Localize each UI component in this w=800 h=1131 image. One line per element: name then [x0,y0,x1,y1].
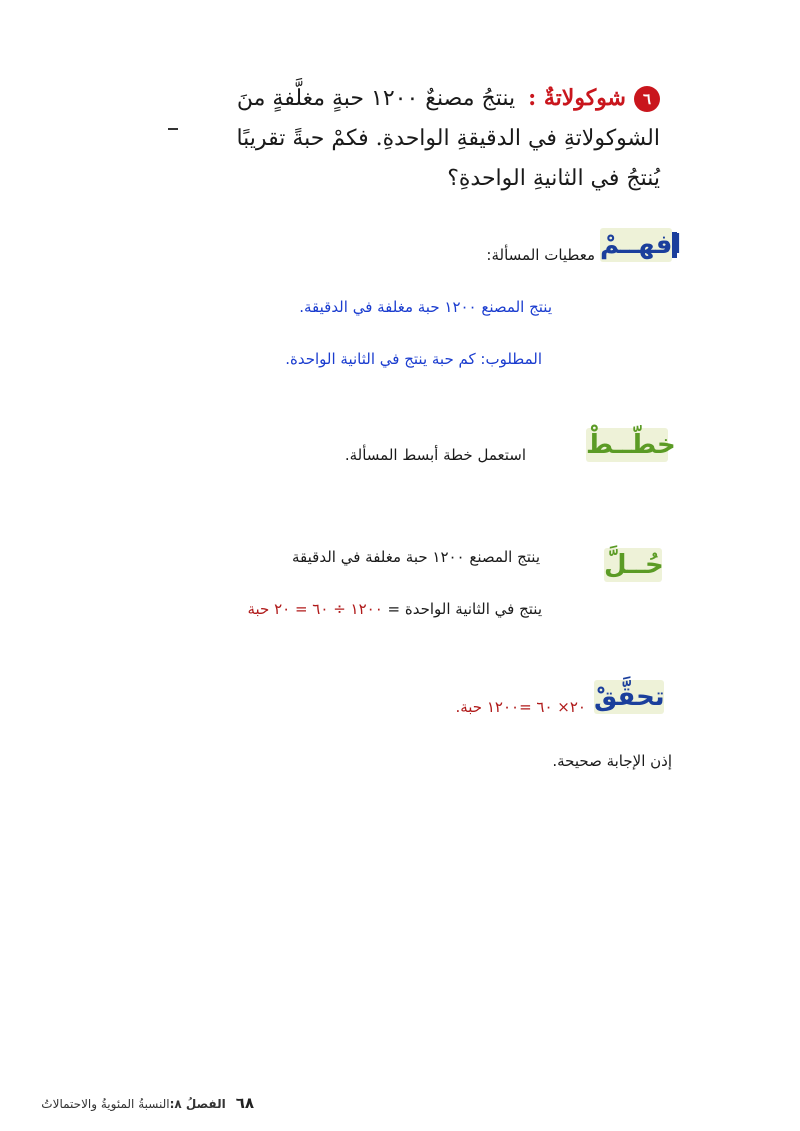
page-footer [14,1094,254,1114]
required-statement: المطلوب: كم حبة ينتج في الثانية الواحدة. [285,350,542,368]
problem-text-2: الشوكولاتةِ في الدقيقةِ الواحدةِ. فكمْ حبةً تقريبًا [236,126,660,151]
check-badge: تحقَّقْ [594,682,665,712]
understand-badge: افهــمْ [600,230,682,260]
problem-number-badge: ٦ [634,86,660,112]
understand-heading: معطيات المسألة: [486,246,595,264]
problem-text-3: يُنتجُ في الثانيةِ الواحدةِ؟ [447,166,660,191]
solve-badge: حُــلَّ [604,550,664,580]
plan-text: استعمل خطة أبسط المسألة. [344,446,526,464]
solve-line-1: ينتج المصنع ١٢٠٠ حبة مغلفة في الدقيقة [292,548,540,566]
chapter-title: النسبةُ المئويةُ والاحتمالاتُ [41,1097,170,1111]
plan-badge: خطّــطْ [586,430,676,460]
conclusion-text: إذن الإجابة صحيحة. [552,752,672,770]
solve-line-2-prefix: ينتج في الثانية الواحدة = [382,600,542,618]
solve-line-2 [160,600,542,618]
problem-statement [190,78,660,218]
solve-line-2-calc: ١٢٠٠ ÷ ٦٠ = ٢٠ حبة [247,600,383,618]
problem-text-1: ينتجُ مصنعٌ ١٢٠٠ حبةٍ مغلَّفةٍ منَ [236,86,516,111]
given-statement: ينتج المصنع ١٢٠٠ حبة مغلفة في الدقيقة. [299,298,552,316]
page-number: ٦٨ [235,1094,254,1112]
check-calculation: ٢٠× ٦٠ =١٢٠٠ حبة. [455,698,586,716]
problem-title: شوكولاتةٌ : [528,85,626,111]
problem-line-1 [190,78,660,119]
chapter-label: الفصلُ ٨: [169,1097,226,1111]
divider-mark [168,128,178,130]
